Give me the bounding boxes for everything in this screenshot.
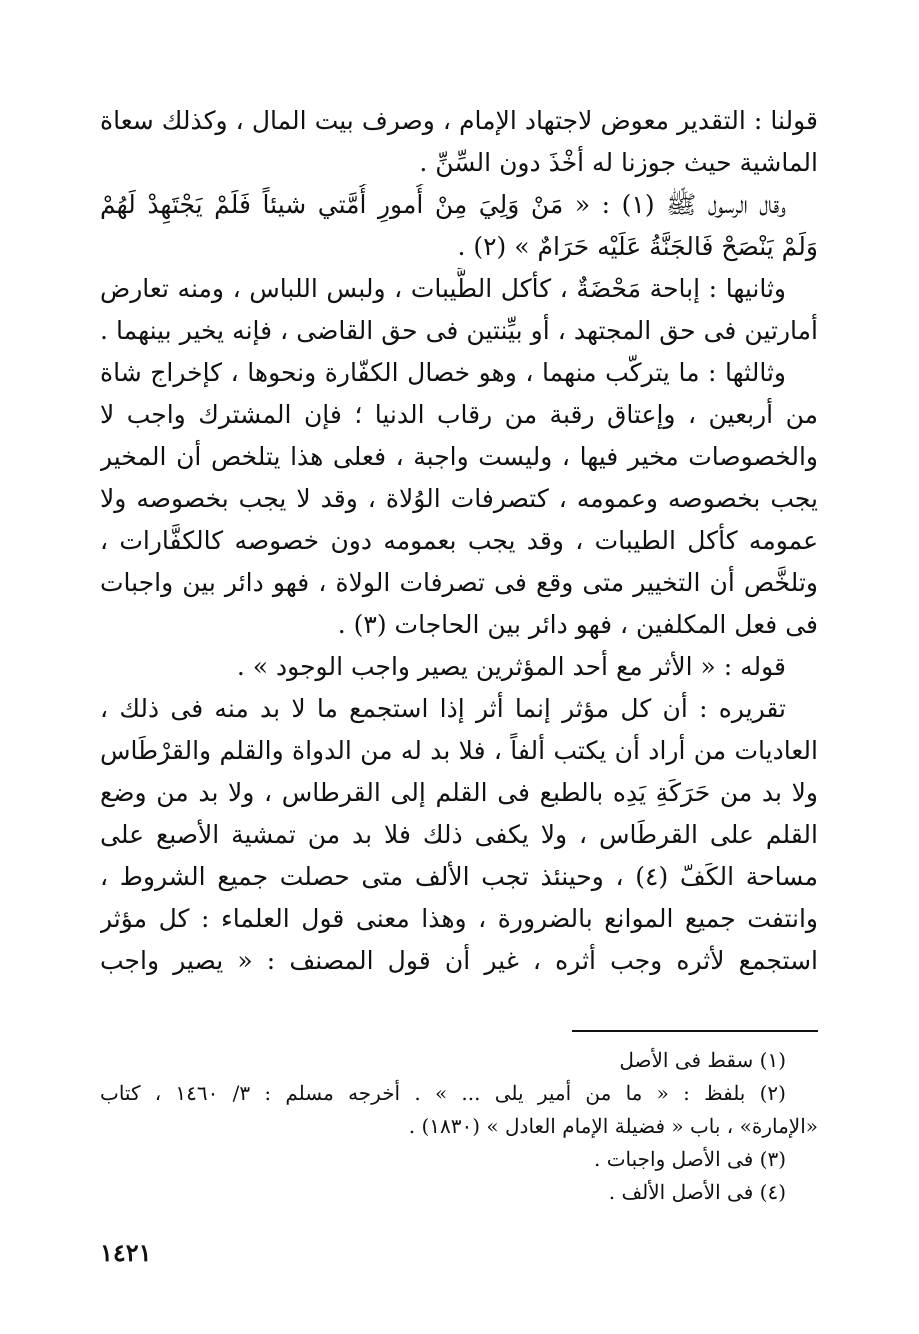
footnote-divider xyxy=(572,1030,818,1032)
text-line: من أربعين ، وإعتاق رقبة من رقاب الدنيا ؛ فإن المشترك واجب لا xyxy=(100,400,818,429)
text-line: وتلخَّص أن التخيير متى وقع فى تصرفات الولاة ، فهو دائر بين واجبات xyxy=(100,568,818,597)
text-line: الماشية حيث جوزنا له أخْذَ دون السِّنِّ . xyxy=(419,148,818,177)
text-line: أمارتين فى حق المجتهد ، أو بيِّنتين فى حق القاضى ، فإنه يخير بينهما . xyxy=(100,316,818,345)
text-line: تقريره : أن كل مؤثر إنما أثر إذا استجمع ما لا بد منه فى ذلك ، xyxy=(100,694,786,723)
text-line: استجمع لأثره وجب أثره ، غير أن قول المصنف : « يصير واجب xyxy=(100,946,818,975)
text-line: وثالثها : ما يتركّب منهما ، وهو خصال الكفّارة ونحوها ، كإخراج شاة xyxy=(100,358,786,387)
text-line: وَلَمْ يَنْصَحْ فَالجَنَّةُ عَلَيْه حَرَامٌ » (٢) . xyxy=(457,232,818,261)
text-line: والخصوصات مخير فيها ، وليست واجبة ، فعلى هذا يتلخص أن المخير xyxy=(100,442,818,471)
text-line: عمومه كأكل الطيبات ، وقد يجب بعمومه دون خصوصه كالكفَّارات ، xyxy=(100,526,818,555)
text-line: قولنا : التقدير معوض لاجتهاد الإمام ، وصرف بيت المال ، وكذلك سعاة xyxy=(100,106,818,135)
text-line: مساحة الكَفّ (٤) ، وحينئذ تجب الألف متى حصلت جميع الشروط ، xyxy=(100,862,818,891)
footnote-line: (٤) فى الأصل الألف . xyxy=(608,1180,786,1204)
text-line: وثانيها : إباحة مَحْضَةٌ ، كأكل الطَّيبات ، ولبس اللباس ، ومنه تعارض xyxy=(100,274,786,303)
text-line: القلم على القرطَاس ، ولا يكفى ذلك فلا بد من تمشية الأصبع على xyxy=(100,820,818,849)
footnote-line: «الإمارة» ، باب « فضيلة الإمام العادل » (١٨٣٠) . xyxy=(408,1114,818,1138)
text-line: فى فعل المكلفين ، فهو دائر بين الحاجات (٣) . xyxy=(337,610,818,639)
text-line: وانتفت جميع الموانع بالضرورة ، وهذا معنى قول العلماء : كل مؤثر xyxy=(100,904,818,933)
text-line: قوله : « الأثر مع أحد المؤثرين يصير واجب الوجود » . xyxy=(236,652,786,681)
text-line: وقال الرسول ﷺ (١) : « مَنْ وَلِيَ مِنْ أُمورِ أُمَّتي شيئاً فَلَمْ يَجْتَهِدْ لَهُمْ xyxy=(100,190,786,219)
footnote-line: (١) سقط فى الأصل xyxy=(619,1048,786,1072)
footnote-line: (٢) بلفظ : « ما من أمير يلى ... » . أخرجه مسلم : ٣/ ١٤٦٠ ، كتاب xyxy=(100,1081,786,1105)
text-line: ولا بد من حَرَكَةِ يَدِه بالطبع فى القلم إلى القرطاس ، ولا بد من وضع xyxy=(100,778,818,807)
main-text xyxy=(100,100,818,982)
footnote-line: (٣) فى الأصل واجبات . xyxy=(593,1147,786,1171)
text-line: العاديات من أراد أن يكتب ألفاً ، فلا بد له من الدواة والقلم والقرْطَاس xyxy=(100,736,818,765)
footnotes xyxy=(100,1044,818,1209)
text-line: يجب بخصوصه وعمومه ، كتصرفات الوُلاة ، وقد لا يجب بخصوصه ولا xyxy=(100,484,818,513)
page-number: ١٤٢١ xyxy=(100,1238,152,1267)
